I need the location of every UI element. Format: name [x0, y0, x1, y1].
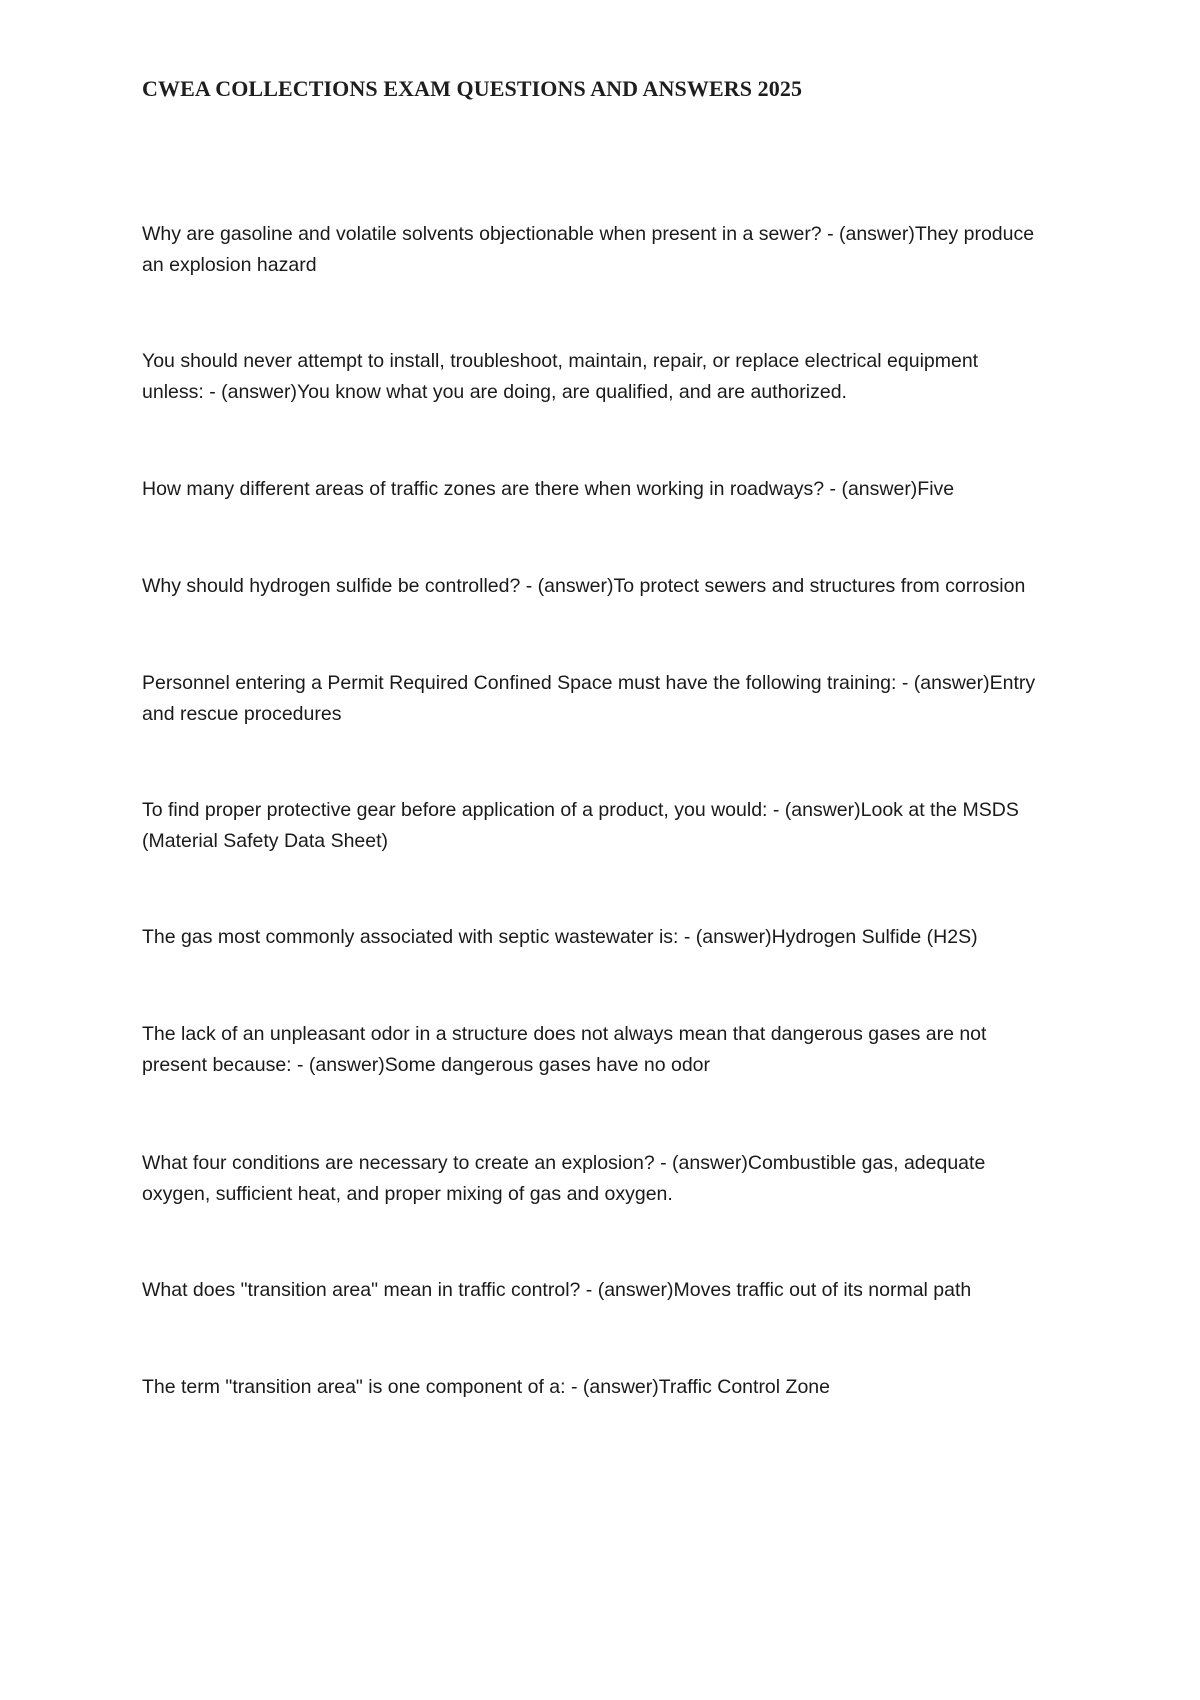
- qa-item: [142, 922, 1072, 953]
- qa-item: [142, 1019, 1072, 1081]
- document-title: CWEA COLLECTIONS EXAM QUESTIONS AND ANSWERS 2025: [142, 76, 803, 101]
- qa-line: What does "transition area" mean in traffic control? - (answer)Moves traffic out of its normal path: [142, 1279, 972, 1301]
- qa-line: How many different areas of traffic zones are there when working in roadways? - (answer)Five: [142, 478, 955, 500]
- qa-line: oxygen, sufficient heat, and proper mixing of gas and oxygen.: [142, 1183, 673, 1205]
- qa-line: What four conditions are necessary to create an explosion? - (answer)Combustible gas, adequate: [142, 1152, 986, 1174]
- qa-item: [142, 668, 1072, 730]
- qa-line: The term "transition area" is one component of a: - (answer)Traffic Control Zone: [142, 1376, 830, 1398]
- qa-item: [142, 1275, 1072, 1306]
- qa-line: present because: - (answer)Some dangerous gases have no odor: [142, 1054, 711, 1076]
- qa-line: To find proper protective gear before application of a product, you would: - (answer)Look at the MSDS: [142, 799, 1019, 821]
- qa-item: [142, 346, 1072, 408]
- qa-item: [142, 1372, 1072, 1403]
- qa-line: Why are gasoline and volatile solvents objectionable when present in a sewer? - (answer)They produce: [142, 223, 1035, 245]
- qa-line: You should never attempt to install, troubleshoot, maintain, repair, or replace electrical equipment: [142, 350, 979, 372]
- qa-item: [142, 219, 1072, 281]
- qa-item: [142, 571, 1072, 602]
- qa-item: [142, 795, 1072, 857]
- qa-item: [142, 1148, 1072, 1210]
- qa-line: (Material Safety Data Sheet): [142, 830, 389, 852]
- qa-line: Why should hydrogen sulfide be controlled? - (answer)To protect sewers and structures from corrosion: [142, 575, 1026, 597]
- qa-line: The lack of an unpleasant odor in a structure does not always mean that dangerous gases are not: [142, 1023, 987, 1045]
- qa-line: unless: - (answer)You know what you are doing, are qualified, and are authorized.: [142, 381, 847, 403]
- qa-item: [142, 474, 1072, 505]
- qa-line: Personnel entering a Permit Required Confined Space must have the following training: - (answer)Entry: [142, 672, 1036, 694]
- qa-line: The gas most commonly associated with septic wastewater is: - (answer)Hydrogen Sulfide (H2S): [142, 926, 978, 948]
- qa-line: and rescue procedures: [142, 703, 342, 725]
- qa-line: an explosion hazard: [142, 254, 317, 276]
